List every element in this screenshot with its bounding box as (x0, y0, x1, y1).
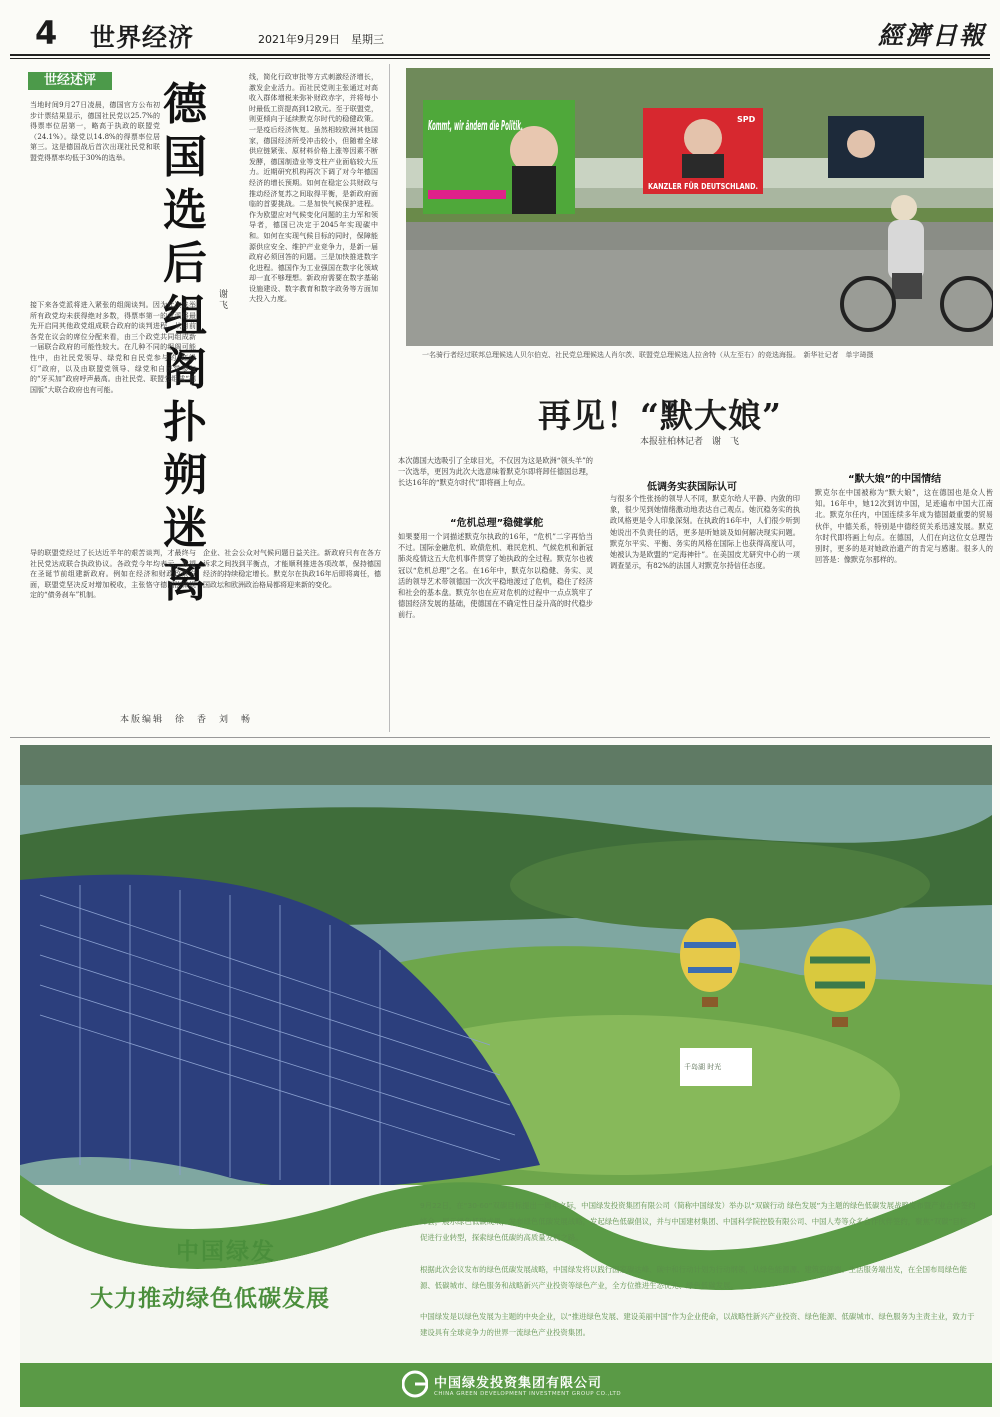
company-name[interactable]: 中国绿发投资集团有限公司 (434, 1376, 603, 1391)
story-column-d: 企业、社会公众对气候问题日益关注。新政府只有在各方诉求之间找到平衡点，才能顺利推进各项改革，保持德国经济的持续稳定增长。默克尔在执政16年后即将离任，德国政坛和欧洲政治格局都将迎来新的变化。 (203, 549, 381, 589)
article-column-2: 与很多个性张扬的领导人不同，默克尔给人平静、内敛的印象，很少见到她情绪激动地表达自己观点。她沉稳务实的执政风格更是令人印象深刻。在执政的16年中，人们很少听到她说出不负责任的话，更多是听她谈及如何解决现实问题。默克尔平实、平衡、务实的风格在国际上也获得高度认可，她被认为是欧盟的“定海神针”。在美国皮尤研究中心的一项调查显示，有82%的法国人对默克尔持信任态度。 (610, 494, 800, 571)
header-rule (10, 54, 990, 56)
story-column-c: 导的联盟党经过了长达近半年的艰苦谈判，才最终与社民党达成联合执政协议。各政党今年均表示，希望在圣诞节前组建新政府。例如在经济和财政政策方面，联盟党坚决反对增加税收，主张恪守德国法律规定的“债务刹车”机制。 (30, 549, 196, 600)
article-byline: 本报驻柏林记者 谢 飞 (640, 437, 740, 447)
page-editor: 本版编辑 徐 香 刘 畅 (120, 715, 253, 725)
article-subhead-3: “默大娘”的中国情结 (848, 474, 942, 485)
column-divider (389, 64, 390, 732)
newspaper-logo: 經濟日報 (877, 21, 986, 50)
story-byline: 谢 飞 (219, 290, 238, 311)
ad-paragraph-2: 根据此次会议发布的绿色低碳发展战略，中国绿发将以践行国家碳达峰、碳中和行动计划为行动纲领，从绿色能源源、建筑空间端、生活服务端出发，在全国布局绿色能源、低碳城市、绿色服务和战略新兴产业投资等绿色产业，全方位推进生态优先、绿色低碳发展。 (420, 1265, 967, 1290)
poster-slogan-2: KANZLER FÜR DEUTSCHLAND. (648, 182, 784, 191)
ad-title-line2: 大力推动绿色低碳发展 (90, 1286, 330, 1312)
cdu-poster (828, 116, 924, 178)
column-tag: 世经述评 (28, 72, 112, 90)
ad-divider (10, 737, 990, 738)
article-subhead-1: “危机总理”稳健掌舵 (450, 518, 544, 529)
spd-logo-text: SPD (737, 115, 756, 124)
lead-paragraph: 当地时间9月27日凌晨，德国官方公布初步计票结果显示，德国社民党以25.7%的得票率位居第一，略高于执政的联盟党（24.1%）。绿党以14.8%的得票率位居第三。这是德国战后首次出现社民党和联盟党得票率均低于30%的选举。 (30, 101, 160, 162)
ad-title-line1: 中国绿发 (176, 1239, 276, 1265)
issue-date: 2021年9月29日 星期三 (258, 33, 384, 46)
main-headline[interactable]: 德国选后组阁扑朔迷离 (163, 79, 207, 607)
pavilion-sign: 千岛湖 时光 (684, 1063, 722, 1071)
article-intro: 本次德国大选吸引了全球目光，不仅因为这是欧洲“领头羊”的一次选举，更因为此次大选意味着默克尔即将卸任德国总理，长达16年的“默克尔时代”即将画上句点。 (398, 456, 593, 488)
ad-paragraph-1: 9月22日，在“30·60”双碳目标提出一周年之际，中国绿发投资集团有限公司（简称中国绿发）举办以“双碳行动 绿色发展”为主题的绿色低碳发展战略发布暨产业合作签约峰会，展示绿色低碳成果，发布绿色低碳发展战略，发起绿色低碳倡议，并与中国建材集团、中国科学院控股有限公司、中国人寿等众多合作伙伴签约，聚焦“双碳”目标，促进行业转型，探索绿色低碳的高质量发展之路。 (420, 1201, 976, 1242)
page-number: 4 (35, 14, 58, 52)
poster-slogan-1: Kommt, wir ändern die Politik. (428, 119, 523, 134)
story-column-a: 接下来各党派将进入紧张的组阁谈判。因为此次选举所有政党均未获得绝对多数，得票率第一的党派将最先开启同其他政党组成联合政府的谈判进程。从目前各党在议会的席位分配来看，由三个政党共同组成新一届联合政府的可能性较大。在几种不同的组阁可能性中，由社民党领导、绿党和自民党参与的“红绿灯”政府，以及由联盟党领导、绿党和自民党参与的“牙买加”政府呼声最高。由社民党、联盟党组成“德国版”大联合政府也有可能。 (30, 301, 196, 394)
article-column-1: 如果要用一个词描述默克尔执政的16年，“危机”二字再恰当不过。国际金融危机、欧债危机、难民危机、气候危机和新冠肺炎疫情这五大危机事件贯穿了她执政的全过程。默克尔也被冠以“危机总理”之名。在16年中，默克尔以稳健、务实、灵活的领导艺术带领德国一次次平稳地渡过了危机，稳住了经济和社会的基本盘。默克尔也在应对危机的过程中一点点筑牢了德国经济发展的基础，使德国在不确定性日益升高的时代稳步前行。 (398, 532, 593, 620)
header-rule-thin (10, 58, 990, 59)
ad-paragraph-3: 中国绿发是以绿色发展为主题的中央企业，以“推进绿色发展、建设美丽中国”作为企业使命，以战略性新兴产业投资、绿色能源、低碳城市、绿色服务为主责主业，致力于建设具有全球竞争力的世界一流绿色产业投资集团。 (420, 1312, 975, 1337)
company-name-english: CHINA GREEN DEVELOPMENT INVESTMENT GROUP CO.,LTD (434, 1391, 622, 1397)
election-posters-photo[interactable] (406, 68, 993, 346)
section-title: 世界经济 (90, 23, 195, 52)
story-column-b: 线，简化行政审批等方式刺激经济增长，激发企业活力。而社民党则主张通过对高收入群体增税来弥补财政赤字，并将每小时最低工资提高到12欧元。至于联盟党，则更倾向于延续默克尔时代的稳健政策。一是疫后经济恢复。虽然相较欧洲其他国家，德国经济所受冲击较小，但随着全球供应链紧张、原材料价格上涨等因素不断发酵，德国制造业等支柱产业面临较大压力。近期研究机构再次下调了对今年德国经济的增长预期。如何在稳定公共财政与推动经济复苏之间取得平衡，是新政府面临的首要挑战。二是加快气候保护进程。作为欧盟应对气候变化问题的主力军和领导者，德国已决定于2045年实现碳中和。如何在实现气候目标的同时，保障能源供应安全、维护产业竞争力，是新一届政府必须回答的问题。三是加快推进数字化进程。德国作为工业强国在数字化领域却一直不够理想。新政府需要在数字基础设施建设、数字教育和数字政务等方面加大投入力度。 (249, 73, 378, 304)
photo-caption: 一名骑行者经过联邦总理候选人贝尔伯克、社民党总理候选人肖尔茨、联盟党总理候选人拉舍特（从左至右）的竞选海报。 新华社记者 单宇琦摄 (422, 351, 874, 359)
article-subhead-2: 低调务实获国际认可 (647, 482, 737, 493)
article-title[interactable]: 再见！“默大娘” (538, 396, 782, 435)
company-logo-icon (402, 1369, 428, 1399)
article-column-3: 默克尔在中国被称为“默大娘”，这在德国也是众人皆知。16年中，她12次到访中国，足迹遍布中国大江南北。默克尔任内，中国连续多年成为德国最重要的贸易伙伴，中德关系，特别是中德经贸关系迅速发展。默克尔时代即将画上句点。在德国，人们在向这位女总理告别时，更多的是对她政治遗产的肯定与感谢。很多人的回答是：像默克尔那样的。 (815, 488, 993, 565)
